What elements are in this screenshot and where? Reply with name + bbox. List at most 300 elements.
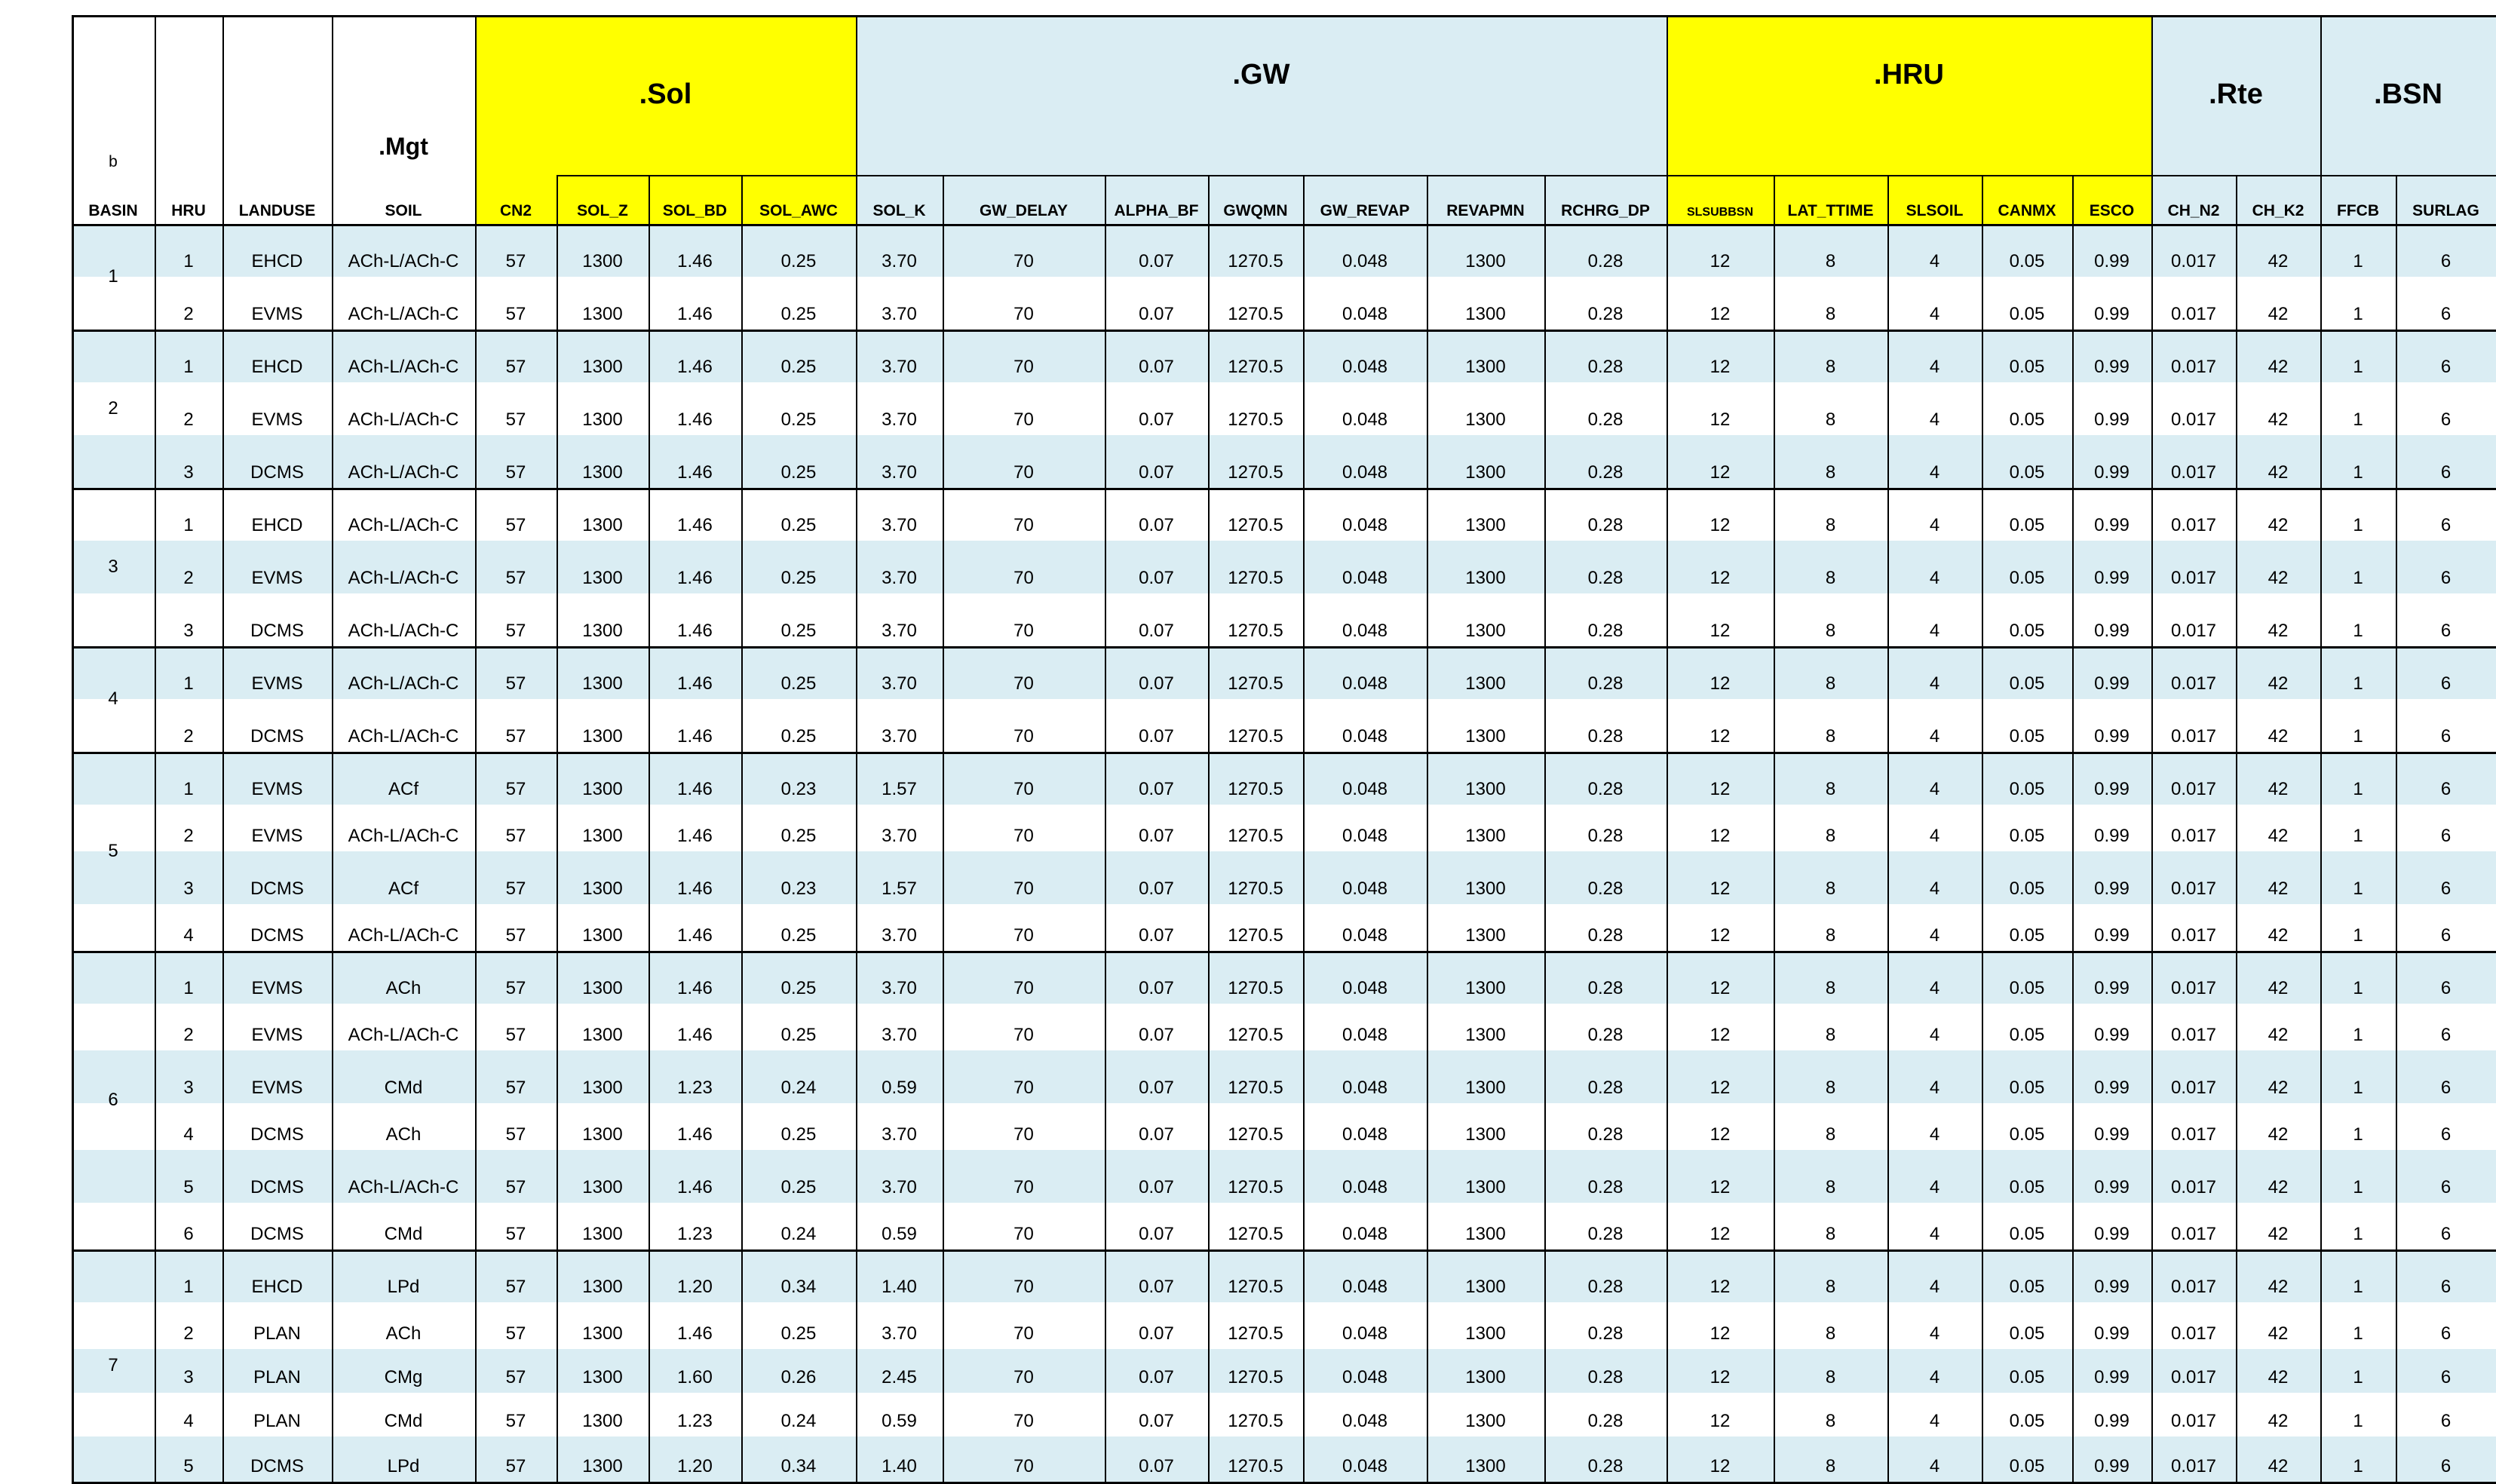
- table-cell-lat-ttime: 8: [1774, 1249, 1887, 1302]
- table-cell-esco: 0.99: [2072, 851, 2151, 904]
- table-cell-canmx: 0.05: [1982, 330, 2072, 382]
- table-cell-soil: ACh-L/ACh-C: [332, 1004, 475, 1050]
- table-cell-sol-bd: 1.46: [649, 330, 741, 382]
- table-cell-lat-ttime: 8: [1774, 1203, 1887, 1249]
- table-cell-sol-z: 1300: [557, 382, 649, 435]
- table-cell-slsubbsn: 12: [1667, 699, 1774, 752]
- table-cell-soil: ACh-L/ACh-C: [332, 224, 475, 277]
- table-cell-ch-n2: 0.017: [2151, 805, 2236, 851]
- table-cell-soil: ACh-L/ACh-C: [332, 646, 475, 699]
- table-cell-lat-ttime: 8: [1774, 1150, 1887, 1203]
- table-cell-slsubbsn: 12: [1667, 1393, 1774, 1436]
- column-divider: [856, 15, 857, 1482]
- table-cell-sol-bd: 1.46: [649, 435, 741, 488]
- table-cell-sol-k: 3.70: [856, 1150, 943, 1203]
- table-cell-landuse: PLAN: [222, 1393, 332, 1436]
- table-cell-sol-z: 1300: [557, 224, 649, 277]
- column-divider: [1427, 175, 1428, 1482]
- table-cell-sol-k: 3.70: [856, 330, 943, 382]
- table-cell-ch-k2: 42: [2236, 330, 2320, 382]
- table-cell-surlag: 6: [2396, 435, 2496, 488]
- header-bottom-line: [72, 224, 2496, 226]
- table-cell-esco: 0.99: [2072, 904, 2151, 951]
- table-cell-gwqmn: 1270.5: [1208, 488, 1303, 541]
- table-cell-canmx: 0.05: [1982, 277, 2072, 330]
- table-cell-slsoil: 4: [1887, 646, 1982, 699]
- table-cell-ch-k2: 42: [2236, 488, 2320, 541]
- table-cell-sol-z: 1300: [557, 951, 649, 1004]
- table-cell-ch-k2: 42: [2236, 1203, 2320, 1249]
- table-cell-ffcb: 1: [2320, 541, 2396, 593]
- table-cell-slsoil: 4: [1887, 1150, 1982, 1203]
- table-cell-rchrg-dp: 0.28: [1544, 951, 1667, 1004]
- table-cell-hru: 3: [155, 593, 222, 646]
- column-divider: [649, 175, 650, 1482]
- table-cell-sol-bd: 1.46: [649, 593, 741, 646]
- table-cell-soil: ACf: [332, 752, 475, 805]
- table-cell-revapmn: 1300: [1427, 435, 1544, 488]
- table-cell-cn2: 57: [475, 1249, 557, 1302]
- table-cell-esco: 0.99: [2072, 1349, 2151, 1393]
- table-cell-gwqmn: 1270.5: [1208, 752, 1303, 805]
- corner-label: b: [109, 152, 118, 170]
- table-cell-soil: LPd: [332, 1249, 475, 1302]
- table-cell-ch-k2: 42: [2236, 277, 2320, 330]
- table-cell-alpha-bf: 0.07: [1105, 488, 1208, 541]
- table-cell-revapmn: 1300: [1427, 1050, 1544, 1103]
- column-header-landuse: LANDUSE: [238, 201, 316, 219]
- table-cell-slsubbsn: 12: [1667, 1436, 1774, 1482]
- table-cell-gw-revap: 0.048: [1303, 1393, 1427, 1436]
- table-cell-sol-z: 1300: [557, 1050, 649, 1103]
- basin-separator: [72, 752, 2496, 754]
- table-cell-revapmn: 1300: [1427, 1349, 1544, 1393]
- table-cell-cn2: 57: [475, 752, 557, 805]
- table-cell-esco: 0.99: [2072, 1004, 2151, 1050]
- table-cell-cn2: 57: [475, 382, 557, 435]
- table-cell-ch-k2: 42: [2236, 1249, 2320, 1302]
- table-cell-sol-bd: 1.46: [649, 752, 741, 805]
- table-cell-sol-k: 0.59: [856, 1203, 943, 1249]
- table-cell-hru: 1: [155, 488, 222, 541]
- table-cell-sol-awc: 0.25: [741, 593, 856, 646]
- table-cell-gw-revap: 0.048: [1303, 1349, 1427, 1393]
- table-cell-gw-delay: 70: [943, 382, 1105, 435]
- table-cell-soil: ACh-L/ACh-C: [332, 593, 475, 646]
- table-cell-hru: 2: [155, 699, 222, 752]
- table-cell-ffcb: 1: [2320, 382, 2396, 435]
- table-cell-esco: 0.99: [2072, 951, 2151, 1004]
- table-cell-gwqmn: 1270.5: [1208, 541, 1303, 593]
- table-cell-rchrg-dp: 0.28: [1544, 382, 1667, 435]
- table-cell-sol-z: 1300: [557, 1349, 649, 1393]
- table-cell-revapmn: 1300: [1427, 699, 1544, 752]
- table-cell-hru: 2: [155, 541, 222, 593]
- table-cell-hru: 2: [155, 1004, 222, 1050]
- table-cell-cn2: 57: [475, 224, 557, 277]
- column-header-cn2: CN2: [475, 175, 557, 224]
- table-cell-canmx: 0.05: [1982, 646, 2072, 699]
- table-cell-sol-bd: 1.46: [649, 646, 741, 699]
- table-cell-sol-z: 1300: [557, 1004, 649, 1050]
- group-header-gw: .GW: [856, 15, 1667, 175]
- table-cell-canmx: 0.05: [1982, 904, 2072, 951]
- table-cell-landuse: EVMS: [222, 541, 332, 593]
- table-cell-surlag: 6: [2396, 224, 2496, 277]
- table-cell-gw-revap: 0.048: [1303, 1203, 1427, 1249]
- table-top-border: [72, 15, 2496, 17]
- table-cell-landuse: PLAN: [222, 1349, 332, 1393]
- table-cell-cn2: 57: [475, 1103, 557, 1150]
- table-cell-alpha-bf: 0.07: [1105, 752, 1208, 805]
- table-cell-revapmn: 1300: [1427, 951, 1544, 1004]
- table-cell-revapmn: 1300: [1427, 224, 1544, 277]
- table-cell-cn2: 57: [475, 1203, 557, 1249]
- table-cell-ch-k2: 42: [2236, 435, 2320, 488]
- table-cell-sol-k: 3.70: [856, 646, 943, 699]
- table-cell-ffcb: 1: [2320, 224, 2396, 277]
- table-cell-sol-awc: 0.34: [741, 1436, 856, 1482]
- table-cell-gw-revap: 0.048: [1303, 699, 1427, 752]
- table-cell-ffcb: 1: [2320, 646, 2396, 699]
- table-cell-surlag: 6: [2396, 277, 2496, 330]
- column-divider: [1887, 175, 1889, 1482]
- table-cell-gw-revap: 0.048: [1303, 805, 1427, 851]
- table-cell-ch-k2: 42: [2236, 752, 2320, 805]
- table-cell-cn2: 57: [475, 1436, 557, 1482]
- table-cell-gw-delay: 70: [943, 951, 1105, 1004]
- table-cell-cn2: 57: [475, 951, 557, 1004]
- table-cell-gw-delay: 70: [943, 1203, 1105, 1249]
- table-cell-hru: 1: [155, 951, 222, 1004]
- table-cell-gwqmn: 1270.5: [1208, 277, 1303, 330]
- table-cell-landuse: EVMS: [222, 646, 332, 699]
- table-cell-ch-k2: 42: [2236, 851, 2320, 904]
- table-cell-hru: 4: [155, 904, 222, 951]
- table-cell-esco: 0.99: [2072, 1436, 2151, 1482]
- column-divider: [1303, 175, 1305, 1482]
- table-cell-sol-awc: 0.25: [741, 541, 856, 593]
- table-cell-rchrg-dp: 0.28: [1544, 435, 1667, 488]
- table-cell-ch-k2: 42: [2236, 805, 2320, 851]
- column-divider: [2396, 175, 2397, 1482]
- table-cell-hru: 2: [155, 805, 222, 851]
- table-cell-sol-k: 3.70: [856, 699, 943, 752]
- table-cell-lat-ttime: 8: [1774, 593, 1887, 646]
- column-header-gw-delay: GW_DELAY: [943, 175, 1105, 224]
- table-cell-slsubbsn: 12: [1667, 1004, 1774, 1050]
- basin-label: 7: [108, 1355, 118, 1376]
- table-cell-esco: 0.99: [2072, 1050, 2151, 1103]
- table-cell-rchrg-dp: 0.28: [1544, 1393, 1667, 1436]
- table-cell-canmx: 0.05: [1982, 951, 2072, 1004]
- table-cell-lat-ttime: 8: [1774, 382, 1887, 435]
- table-cell-sol-z: 1300: [557, 330, 649, 382]
- table-cell-soil: ACh-L/ACh-C: [332, 699, 475, 752]
- table-cell-esco: 0.99: [2072, 1103, 2151, 1150]
- table-cell-sol-k: 3.70: [856, 805, 943, 851]
- table-cell-slsoil: 4: [1887, 277, 1982, 330]
- table-cell-slsoil: 4: [1887, 904, 1982, 951]
- table-cell-sol-bd: 1.46: [649, 904, 741, 951]
- table-cell-landuse: DCMS: [222, 851, 332, 904]
- table-cell-ch-n2: 0.017: [2151, 646, 2236, 699]
- table-cell-sol-k: 0.59: [856, 1393, 943, 1436]
- column-header-sol-z: SOL_Z: [557, 175, 649, 224]
- table-cell-gwqmn: 1270.5: [1208, 646, 1303, 699]
- table-cell-slsubbsn: 12: [1667, 224, 1774, 277]
- table-cell-soil: ACh-L/ACh-C: [332, 1150, 475, 1203]
- column-header-lat-ttime: LAT_TTIME: [1774, 175, 1887, 224]
- column-divider: [2151, 15, 2153, 1482]
- table-cell-gw-revap: 0.048: [1303, 851, 1427, 904]
- basin-label: 5: [108, 841, 118, 862]
- table-cell-alpha-bf: 0.07: [1105, 330, 1208, 382]
- table-cell-alpha-bf: 0.07: [1105, 904, 1208, 951]
- table-cell-ch-k2: 42: [2236, 1436, 2320, 1482]
- table-cell-slsubbsn: 12: [1667, 805, 1774, 851]
- table-cell-ch-n2: 0.017: [2151, 382, 2236, 435]
- table-cell-soil: LPd: [332, 1436, 475, 1482]
- table-cell-sol-awc: 0.25: [741, 1004, 856, 1050]
- table-cell-sol-k: 1.40: [856, 1249, 943, 1302]
- table-cell-hru: 2: [155, 277, 222, 330]
- table-cell-sol-z: 1300: [557, 752, 649, 805]
- table-cell-landuse: EVMS: [222, 752, 332, 805]
- table-cell-sol-z: 1300: [557, 805, 649, 851]
- table-cell-revapmn: 1300: [1427, 1249, 1544, 1302]
- table-cell-landuse: DCMS: [222, 1436, 332, 1482]
- table-cell-ffcb: 1: [2320, 951, 2396, 1004]
- table-cell-ch-n2: 0.017: [2151, 435, 2236, 488]
- table-cell-sol-awc: 0.25: [741, 277, 856, 330]
- table-cell-esco: 0.99: [2072, 805, 2151, 851]
- table-cell-soil: ACh-L/ACh-C: [332, 277, 475, 330]
- table-cell-soil: ACh-L/ACh-C: [332, 330, 475, 382]
- table-cell-alpha-bf: 0.07: [1105, 646, 1208, 699]
- table-cell-ch-n2: 0.017: [2151, 1349, 2236, 1393]
- table-cell-lat-ttime: 8: [1774, 488, 1887, 541]
- column-header-surlag: SURLAG: [2396, 175, 2496, 224]
- table-cell-alpha-bf: 0.07: [1105, 851, 1208, 904]
- table-cell-ffcb: 1: [2320, 1349, 2396, 1393]
- table-cell-esco: 0.99: [2072, 488, 2151, 541]
- table-cell-sol-k: 3.70: [856, 904, 943, 951]
- table-cell-soil: ACh-L/ACh-C: [332, 382, 475, 435]
- table-cell-ch-n2: 0.017: [2151, 951, 2236, 1004]
- table-cell-slsubbsn: 12: [1667, 1349, 1774, 1393]
- table-cell-cn2: 57: [475, 646, 557, 699]
- table-cell-canmx: 0.05: [1982, 488, 2072, 541]
- column-header-gwqmn: GWQMN: [1208, 175, 1303, 224]
- basin-separator: [72, 646, 2496, 648]
- table-cell-gw-delay: 70: [943, 1349, 1105, 1393]
- table-cell-hru: 1: [155, 224, 222, 277]
- table-cell-slsubbsn: 12: [1667, 1103, 1774, 1150]
- table-cell-canmx: 0.05: [1982, 593, 2072, 646]
- column-divider: [222, 15, 224, 1482]
- table-cell-sol-z: 1300: [557, 277, 649, 330]
- table-cell-lat-ttime: 8: [1774, 1050, 1887, 1103]
- table-cell-sol-awc: 0.25: [741, 699, 856, 752]
- table-cell-lat-ttime: 8: [1774, 1349, 1887, 1393]
- table-cell-sol-awc: 0.25: [741, 1302, 856, 1349]
- table-cell-sol-bd: 1.46: [649, 805, 741, 851]
- table-cell-surlag: 6: [2396, 541, 2496, 593]
- table-cell-sol-z: 1300: [557, 851, 649, 904]
- table-cell-hru: 1: [155, 752, 222, 805]
- table-cell-slsubbsn: 12: [1667, 382, 1774, 435]
- table-cell-gw-delay: 70: [943, 1004, 1105, 1050]
- table-cell-ch-k2: 42: [2236, 951, 2320, 1004]
- table-cell-canmx: 0.05: [1982, 699, 2072, 752]
- table-cell-ch-k2: 42: [2236, 541, 2320, 593]
- table-cell-cn2: 57: [475, 851, 557, 904]
- table-cell-revapmn: 1300: [1427, 593, 1544, 646]
- table-cell-slsoil: 4: [1887, 330, 1982, 382]
- table-cell-landuse: EVMS: [222, 1050, 332, 1103]
- table-cell-canmx: 0.05: [1982, 752, 2072, 805]
- table-cell-esco: 0.99: [2072, 1150, 2151, 1203]
- table-cell-sol-awc: 0.25: [741, 805, 856, 851]
- table-left-border: [72, 15, 74, 1482]
- table-cell-sol-z: 1300: [557, 1150, 649, 1203]
- table-cell-surlag: 6: [2396, 1393, 2496, 1436]
- table-cell-gwqmn: 1270.5: [1208, 593, 1303, 646]
- basin-label: 2: [108, 398, 118, 419]
- table-cell-hru: 3: [155, 435, 222, 488]
- table-cell-slsubbsn: 12: [1667, 488, 1774, 541]
- table-cell-revapmn: 1300: [1427, 1302, 1544, 1349]
- table-cell-gw-delay: 70: [943, 1436, 1105, 1482]
- table-cell-slsubbsn: 12: [1667, 277, 1774, 330]
- table-cell-gw-delay: 70: [943, 541, 1105, 593]
- table-cell-surlag: 6: [2396, 851, 2496, 904]
- table-cell-landuse: DCMS: [222, 1150, 332, 1203]
- table-cell-sol-k: 3.70: [856, 1103, 943, 1150]
- table-cell-surlag: 6: [2396, 1436, 2496, 1482]
- table-cell-cn2: 57: [475, 1393, 557, 1436]
- table-cell-ffcb: 1: [2320, 851, 2396, 904]
- table-cell-sol-k: 3.70: [856, 435, 943, 488]
- table-cell-ffcb: 1: [2320, 435, 2396, 488]
- table-cell-gw-revap: 0.048: [1303, 951, 1427, 1004]
- table-cell-canmx: 0.05: [1982, 1103, 2072, 1150]
- table-cell-hru: 1: [155, 646, 222, 699]
- table-cell-landuse: EVMS: [222, 951, 332, 1004]
- table-cell-gw-revap: 0.048: [1303, 330, 1427, 382]
- table-cell-gwqmn: 1270.5: [1208, 904, 1303, 951]
- table-cell-landuse: EHCD: [222, 1249, 332, 1302]
- table-cell-gw-delay: 70: [943, 488, 1105, 541]
- table-cell-slsoil: 4: [1887, 1349, 1982, 1393]
- table-cell-ch-n2: 0.017: [2151, 1203, 2236, 1249]
- table-cell-gwqmn: 1270.5: [1208, 1103, 1303, 1150]
- table-cell-surlag: 6: [2396, 593, 2496, 646]
- table-cell-slsubbsn: 12: [1667, 541, 1774, 593]
- table-cell-surlag: 6: [2396, 1203, 2496, 1249]
- table-cell-slsubbsn: 12: [1667, 851, 1774, 904]
- table-cell-soil: CMg: [332, 1349, 475, 1393]
- table-cell-rchrg-dp: 0.28: [1544, 851, 1667, 904]
- table-cell-lat-ttime: 8: [1774, 541, 1887, 593]
- table-cell-rchrg-dp: 0.28: [1544, 1249, 1667, 1302]
- table-cell-gwqmn: 1270.5: [1208, 805, 1303, 851]
- table-cell-sol-bd: 1.46: [649, 1004, 741, 1050]
- table-cell-rchrg-dp: 0.28: [1544, 1436, 1667, 1482]
- column-header-slsubbsn: SLSUBBSN: [1667, 175, 1774, 224]
- table-cell-gw-delay: 70: [943, 1150, 1105, 1203]
- table-cell-alpha-bf: 0.07: [1105, 951, 1208, 1004]
- table-cell-gwqmn: 1270.5: [1208, 382, 1303, 435]
- table-cell-soil: CMd: [332, 1050, 475, 1103]
- column-divider: [1774, 175, 1775, 1482]
- table-cell-surlag: 6: [2396, 904, 2496, 951]
- table-cell-gw-delay: 70: [943, 330, 1105, 382]
- table-cell-revapmn: 1300: [1427, 805, 1544, 851]
- table-cell-sol-z: 1300: [557, 541, 649, 593]
- table-cell-hru: 2: [155, 382, 222, 435]
- table-cell-surlag: 6: [2396, 382, 2496, 435]
- table-cell-sol-awc: 0.23: [741, 851, 856, 904]
- column-divider: [557, 175, 558, 1482]
- table-cell-sol-bd: 1.46: [649, 1150, 741, 1203]
- basin-separator: [72, 488, 2496, 490]
- table-cell-sol-bd: 1.46: [649, 224, 741, 277]
- column-header-ch-n2: CH_N2: [2151, 175, 2236, 224]
- table-cell-lat-ttime: 8: [1774, 805, 1887, 851]
- table-cell-sol-awc: 0.24: [741, 1203, 856, 1249]
- table-cell-surlag: 6: [2396, 1103, 2496, 1150]
- column-header-sol-bd: SOL_BD: [649, 175, 741, 224]
- table-cell-gw-revap: 0.048: [1303, 752, 1427, 805]
- table-cell-gwqmn: 1270.5: [1208, 330, 1303, 382]
- table-cell-surlag: 6: [2396, 1050, 2496, 1103]
- table-cell-gwqmn: 1270.5: [1208, 435, 1303, 488]
- table-cell-sol-awc: 0.25: [741, 330, 856, 382]
- table-cell-sol-bd: 1.20: [649, 1436, 741, 1482]
- table-cell-cn2: 57: [475, 1004, 557, 1050]
- table-cell-ffcb: 1: [2320, 1103, 2396, 1150]
- table-cell-revapmn: 1300: [1427, 541, 1544, 593]
- table-cell-esco: 0.99: [2072, 752, 2151, 805]
- table-cell-soil: ACh: [332, 1103, 475, 1150]
- table-cell-sol-bd: 1.46: [649, 488, 741, 541]
- table-cell-sol-awc: 0.25: [741, 382, 856, 435]
- table-cell-sol-z: 1300: [557, 488, 649, 541]
- table-cell-lat-ttime: 8: [1774, 1436, 1887, 1482]
- table-cell-sol-z: 1300: [557, 1436, 649, 1482]
- table-cell-ch-k2: 42: [2236, 1302, 2320, 1349]
- table-cell-ch-n2: 0.017: [2151, 1302, 2236, 1349]
- table-cell-gwqmn: 1270.5: [1208, 1203, 1303, 1249]
- table-cell-gw-revap: 0.048: [1303, 1436, 1427, 1482]
- column-divider: [1544, 175, 1546, 1482]
- table-cell-sol-bd: 1.46: [649, 277, 741, 330]
- table-cell-slsubbsn: 12: [1667, 904, 1774, 951]
- table-cell-sol-bd: 1.46: [649, 1103, 741, 1150]
- table-cell-gw-revap: 0.048: [1303, 541, 1427, 593]
- table-cell-alpha-bf: 0.07: [1105, 805, 1208, 851]
- table-cell-gw-revap: 0.048: [1303, 1103, 1427, 1150]
- table-cell-gw-delay: 70: [943, 224, 1105, 277]
- table-cell-landuse: DCMS: [222, 593, 332, 646]
- table-cell-esco: 0.99: [2072, 330, 2151, 382]
- group-header-hru: .HRU: [1667, 15, 2151, 175]
- table-cell-slsoil: 4: [1887, 1302, 1982, 1349]
- column-header-rchrg-dp: RCHRG_DP: [1544, 175, 1667, 224]
- table-cell-esco: 0.99: [2072, 435, 2151, 488]
